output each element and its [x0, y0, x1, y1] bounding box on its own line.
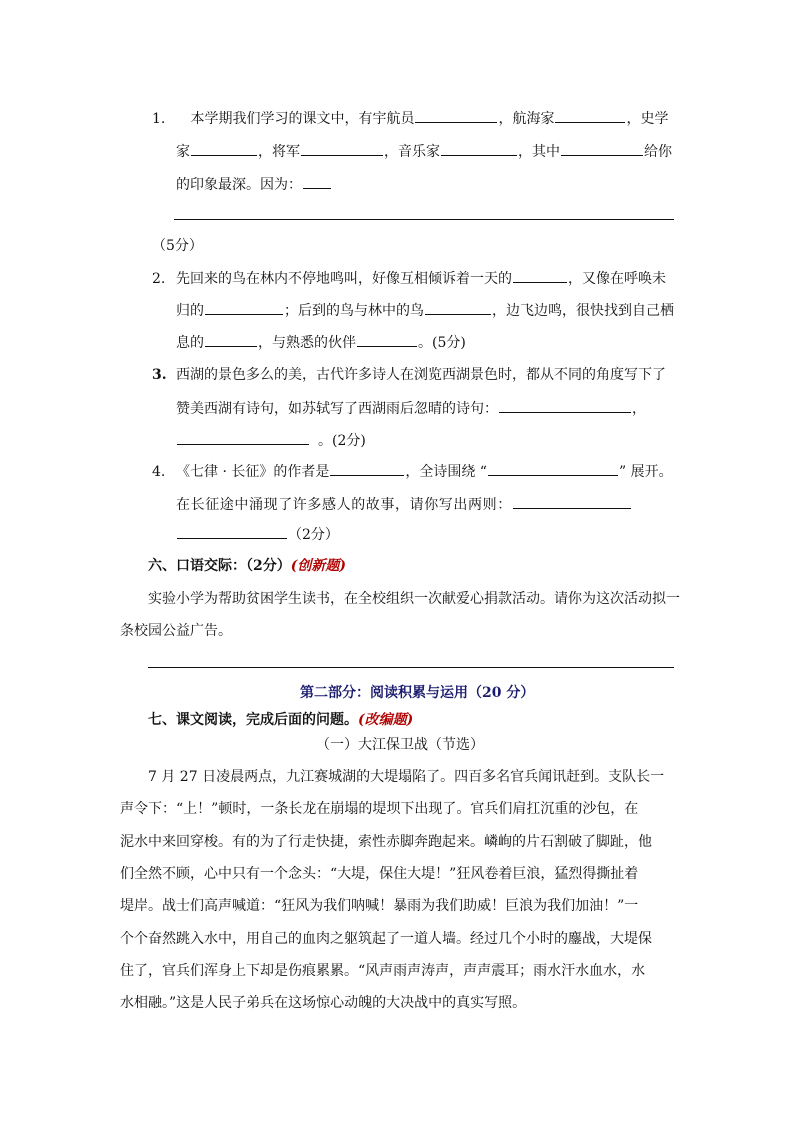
q1-line1: 1. 本学期我们学习的课文中，有宇航员 ，航海家 ，史学	[152, 108, 668, 129]
q1-line3: 的印象最深。因为：	[176, 174, 332, 195]
blank[interactable]	[441, 141, 517, 156]
section6-title: 六、口语交际：（2分）	[148, 558, 291, 574]
blank[interactable]	[561, 141, 643, 156]
section6-prompt-line2: 条校园公益广告。	[120, 623, 232, 639]
blank[interactable]	[301, 141, 383, 156]
blank[interactable]	[555, 108, 625, 123]
passage-line: 水相融。”这是人民子弟兵在这场惊心动魄的大决战中的真实写照。	[120, 995, 527, 1011]
q1-line2: 家 ，将军 ，音乐家 ，其中 给你	[176, 141, 672, 162]
blank[interactable]	[415, 108, 497, 123]
passage-line: 个个奋然跳入水中，用自己的血肉之躯筑起了一道人墙。经过几个小时的鏖战，大堤保	[120, 931, 652, 947]
q4-number: 4.	[152, 464, 166, 480]
section6-prompt-line1: 实验小学为帮助贫困学生读书，在全校组织一次献爱心捐款活动。请你为这次活动拟一	[148, 591, 680, 607]
passage-line: 泥水中来回穿梭。有的为了行走快捷，索性赤脚奔跑起来。嶙峋的片石割破了脚趾，他	[120, 834, 652, 850]
section7-title: 七、课文阅读，完成后面的问题。	[148, 712, 358, 728]
q3-line3: 。(2分)	[176, 430, 366, 451]
blank[interactable]	[205, 332, 257, 347]
blank[interactable]	[488, 461, 618, 476]
blank[interactable]	[191, 141, 257, 156]
blank[interactable]	[513, 268, 567, 283]
section7-heading	[148, 710, 413, 730]
answer-line[interactable]	[148, 667, 674, 668]
passage-line: 们全然不顾，心中只有一个念头：“大堤，保住大堤！”狂风卷着巨浪，猛烈得撕扯着	[120, 866, 639, 882]
q2-number: 2.	[152, 271, 166, 287]
q4-line3: （2分）	[176, 524, 339, 545]
blank[interactable]	[205, 300, 283, 315]
passage-line: 住了，官兵们浑身上下却是伤痕累累。“风声雨声涛声，声声震耳；雨水汗水血水，水	[120, 963, 646, 979]
q2-line1: 2. 先回来的鸟在林内不停地鸣叫，好像互相倾诉着一天的 ，又像在呼唤未	[152, 268, 666, 289]
q3-number: 3.	[152, 367, 167, 383]
q4-line1: 4. 《七律 · 长征》的作者是 ，全诗围绕 “ ” 展开。	[152, 461, 673, 482]
passage-title: （一）大江保卫战（节选）	[316, 737, 484, 753]
section6-tag: (创新题)	[290, 558, 346, 574]
q3-line1: 3. 西湖的景色多么的美，古代许多诗人在浏览西湖景色时，都从不同的角度写下了	[152, 367, 666, 383]
section6-heading	[148, 556, 346, 576]
section7-tag: (改编题)	[358, 712, 414, 728]
answer-line[interactable]	[174, 219, 674, 220]
blank[interactable]	[425, 300, 491, 315]
q1-score: （5分）	[152, 238, 203, 254]
q3-line2: 赞美西湖有诗句，如苏轼写了西湖雨后忽晴的诗句： ，	[176, 398, 646, 419]
blank[interactable]	[177, 524, 287, 539]
passage-line: 堤岸。战士们高声喊道：“狂风为我们呐喊！暴雨为我们助威！巨浪为我们加油！”一	[120, 898, 639, 914]
q2-line2: 归的 ；后到的鸟与林中的鸟 ，边飞边鸣，很快找到自己栖	[176, 300, 674, 321]
passage-line: 7 月 27 日凌晨两点，九江赛城湖的大堤塌陷了。四百多名官兵闻讯赶到。支队长一	[148, 769, 665, 785]
blank[interactable]	[303, 174, 331, 189]
blank[interactable]	[513, 494, 631, 509]
blank[interactable]	[330, 461, 404, 476]
blank[interactable]	[177, 430, 309, 445]
part2-title: 第二部分：阅读积累与运用（20 分）	[300, 685, 535, 701]
q4-line2: 在长征途中涌现了许多感人的故事，请你写出两则：	[176, 494, 632, 515]
q1-number: 1.	[152, 111, 166, 127]
q2-line3: 息的 ，与熟悉的伙伴 。(5分)	[176, 332, 466, 353]
blank[interactable]	[499, 398, 631, 413]
passage-line: 声令下：“上！”顿时，一条长龙在崩塌的堤坝下出现了。官兵们肩扛沉重的沙包，在	[120, 801, 639, 817]
blank[interactable]	[357, 332, 417, 347]
